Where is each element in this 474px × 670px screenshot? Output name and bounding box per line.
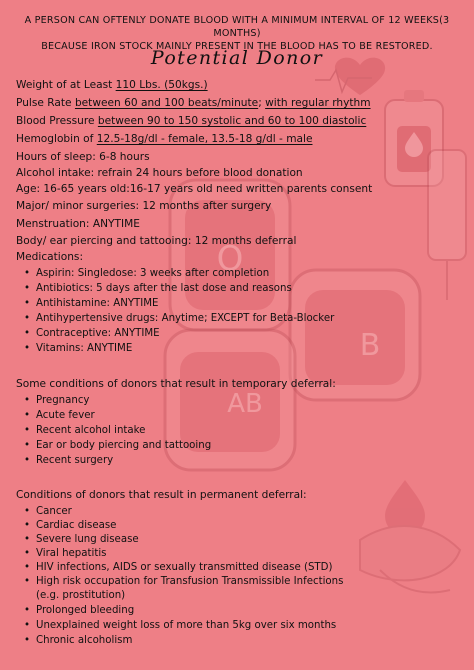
permanent-deferral-item: • Prolonged bleeding	[24, 605, 135, 616]
alcohol-requirement: Alcohol intake: refrain 24 hours before blood donation	[16, 167, 303, 179]
permanent-deferral-item: • Viral hepatitis	[24, 548, 107, 559]
medication-item: • Antibiotics: 5 days after the last dose and reasons	[24, 283, 292, 294]
medication-item: • Antihypertensive drugs: Anytime; EXCEPT for Beta-Blocker	[24, 313, 335, 324]
temporary-deferral-item: • Ear or body piercing and tattooing	[24, 440, 212, 451]
page-title: Potential Donor	[150, 47, 324, 69]
pulse-label: Pulse Rate	[16, 97, 75, 109]
intro-line-1: A PERSON CAN OFTENLY DONATE BLOOD WITH A MINIMUM INTERVAL OF 12 WEEKS(3 MONTHS)	[24, 15, 450, 39]
permanent-deferral-item: • High risk occupation for Transfusion Transmissible Infections	[24, 576, 344, 587]
hemoglobin-label: Hemoglobin of	[16, 133, 97, 145]
permanent-deferral-item-continued: (e.g. prostitution)	[36, 590, 126, 601]
medications-label: Medications:	[16, 251, 84, 263]
permanent-deferral-item: • Cancer	[24, 506, 72, 517]
surgery-requirement: Major/ minor surgeries: 12 months after surgery	[16, 200, 272, 212]
hemoglobin-requirement	[16, 132, 312, 146]
svg-text:O: O	[216, 239, 244, 279]
pulse-separator: ;	[258, 97, 266, 109]
pulse-requirement	[16, 96, 371, 110]
bp-value: between 90 to 150 systolic and 60 to 100 diastolic	[97, 115, 367, 127]
temporary-deferral-item: • Pregnancy	[24, 395, 90, 406]
hemoglobin-value: 12.5-18g/dl - female, 13.5-18 g/dl - male	[96, 133, 313, 145]
svg-text:AB: AB	[227, 389, 263, 419]
weight-requirement	[16, 78, 208, 92]
permanent-deferral-item: • Cardiac disease	[24, 520, 117, 531]
weight-label: Weight of at Least	[16, 79, 116, 91]
medication-item: • Vitamins: ANYTIME	[24, 343, 133, 354]
temporary-deferral-heading: Some conditions of donors that result in temporary deferral:	[16, 378, 336, 390]
medication-item: • Antihistamine: ANYTIME	[24, 298, 159, 309]
permanent-deferral-item: • Severe lung disease	[24, 534, 139, 545]
bp-requirement	[16, 114, 366, 128]
age-requirement: Age: 16-65 years old:16-17 years old need written parents consent	[16, 183, 373, 195]
piercing-requirement: Body/ ear piercing and tattooing: 12 months deferral	[16, 235, 297, 247]
medication-item: • Contraceptive: ANYTIME	[24, 328, 160, 339]
intro-line-2: BECAUSE IRON STOCK MAINLY PRESENT IN THE BLOOD HAS TO BE RESTORED.	[41, 41, 433, 52]
medication-item: • Aspirin: Singledose: 3 weeks after completion	[24, 268, 270, 279]
permanent-deferral-heading: Conditions of donors that result in permanent deferral:	[16, 489, 307, 501]
permanent-deferral-item: • Chronic alcoholism	[24, 635, 133, 646]
temporary-deferral-item: • Recent surgery	[24, 455, 114, 466]
weight-value: 110 Lbs. (50kgs.)	[115, 79, 208, 91]
temporary-deferral-item: • Acute fever	[24, 410, 95, 421]
permanent-deferral-item: • Unexplained weight loss of more than 5kg over six months	[24, 620, 337, 631]
sleep-requirement: Hours of sleep: 6-8 hours	[16, 151, 150, 163]
menstruation-requirement: Menstruation: ANYTIME	[16, 218, 140, 230]
permanent-deferral-item: • HIV infections, AIDS or sexually transmitted disease (STD)	[24, 562, 333, 573]
temporary-deferral-item: • Recent alcohol intake	[24, 425, 146, 436]
pulse-value-1: between 60 and 100 beats/minute	[74, 97, 259, 109]
svg-text:B: B	[359, 328, 381, 363]
bp-label: Blood Pressure	[16, 115, 98, 127]
pulse-value-2: with regular rhythm	[265, 97, 371, 109]
